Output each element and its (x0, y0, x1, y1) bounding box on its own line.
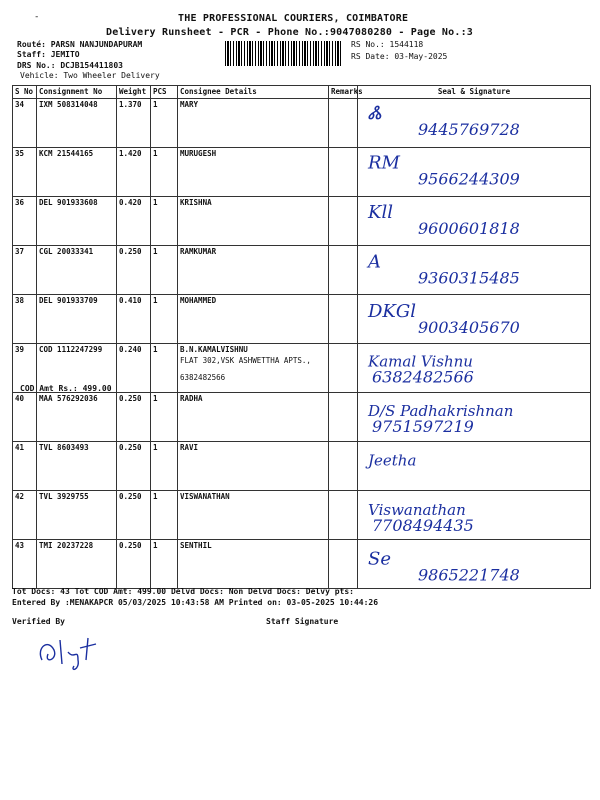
cell-pcs: 1 (151, 197, 178, 246)
cell-sno: 40 (13, 393, 37, 442)
cell-weight: 0.250 (117, 393, 151, 442)
barcode-image (225, 41, 343, 66)
consignee-address: FLAT 302,VSK ASHWETTHA APTS., (180, 356, 311, 365)
cell-consignment: TVL 3929755 (37, 491, 117, 540)
cell-sno: 43 (13, 540, 37, 589)
header-dash: - (34, 12, 40, 22)
cell-sno: 41 (13, 442, 37, 491)
signature-mark: Viswanathan (368, 501, 466, 519)
cell-consignment: TVL 8603493 (37, 442, 117, 491)
cell-sno: 38 (13, 295, 37, 344)
cell-sno: 42 (13, 491, 37, 540)
cell-consignee (178, 148, 329, 197)
signature-phone: 9445769728 (418, 120, 520, 139)
col-sno: S No (13, 86, 37, 99)
cell-weight: 0.250 (117, 442, 151, 491)
cell-sno: 39 (13, 344, 37, 393)
cell-sno: 35 (13, 148, 37, 197)
cell-pcs: 1 (151, 295, 178, 344)
runsheet-subtitle: Delivery Runsheet - PCR - Phone No.:9047080280 - Page No.:3 (106, 27, 474, 38)
cell-consignment: DEL 901933608 (37, 197, 117, 246)
cell-consignment: TMI 20237228 (37, 540, 117, 589)
cell-pcs: 1 (151, 393, 178, 442)
signature-mark: Kll (368, 202, 393, 223)
cell-remarks (329, 246, 358, 295)
staff-signature-label: Staff Signature (266, 617, 339, 626)
consignee-name: SENTHIL (180, 541, 212, 550)
cell-remarks (329, 393, 358, 442)
cell-remarks (329, 99, 358, 148)
consignee-name: RADHA (180, 394, 203, 403)
consignee-name: MURUGESH (180, 149, 217, 158)
cell-consignment: DEL 901933709 (37, 295, 117, 344)
cell-remarks (329, 197, 358, 246)
cell-consignee (178, 197, 329, 246)
cell-pcs: 1 (151, 246, 178, 295)
cell-remarks (329, 344, 358, 393)
consignee-name: RAMKUMAR (180, 247, 217, 256)
rs-number: RS No.: 1544118 (351, 40, 424, 49)
consignee-phone: 6382482566 (180, 373, 226, 382)
cell-weight: 0.250 (117, 491, 151, 540)
signature-mark: Ꮬ (368, 103, 382, 124)
entered-by-line: Entered By :MENAKAPCR 05/03/2025 10:43:58 AM Printed on: 03-05-2025 10:44:26 (12, 598, 379, 607)
cell-consignee (178, 295, 329, 344)
totals-line: Tot Docs: 43 Tot COD Amt: 499.00 Delvd Docs: Non Delvd Docs: Delvy pts: (12, 587, 354, 596)
cell-consignee (178, 442, 329, 491)
signature-mark: Se (368, 548, 391, 570)
signature-phone: 9003405670 (418, 318, 520, 337)
cell-consignment: MAA 576292036 (37, 393, 117, 442)
cell-consignee (178, 246, 329, 295)
cell-pcs: 1 (151, 99, 178, 148)
signature-phone: 9566244309 (418, 169, 520, 189)
rs-date: RS Date: 03-May-2025 (351, 52, 448, 61)
signature-mark: A (368, 251, 381, 273)
signature-phone: 9600601818 (418, 219, 520, 238)
cell-remarks (329, 491, 358, 540)
cell-consignment: KCM 21544165 (37, 148, 117, 197)
cell-pcs: 1 (151, 344, 178, 393)
verified-by-label: Verified By (12, 617, 65, 626)
cell-weight: 0.420 (117, 197, 151, 246)
cell-consignee (178, 393, 329, 442)
signature-phone: 9865221748 (418, 565, 520, 585)
signatures-overlay (360, 95, 590, 590)
cell-pcs: 1 (151, 442, 178, 491)
drs-number: DRS No.: DCJB154411803 (17, 61, 123, 70)
cell-weight: 0.250 (117, 246, 151, 295)
cell-consignee (178, 99, 329, 148)
col-signature: Seal & Signature (358, 86, 591, 99)
cell-consignment: CGL 20033341 (37, 246, 117, 295)
consignee-name: MARY (180, 100, 199, 109)
signature-mark: D/S Padhakrishnan (368, 402, 514, 420)
cell-consignment: COD 1112247299 (37, 344, 117, 393)
cell-consignee (178, 540, 329, 589)
cell-remarks (329, 148, 358, 197)
cell-remarks (329, 442, 358, 491)
col-pcs: PCS (151, 86, 178, 99)
cell-consignee (178, 491, 329, 540)
company-title: THE PROFESSIONAL COURIERS, COIMBATORE (178, 13, 409, 24)
signature-phone: 6382482566 (372, 367, 474, 387)
cell-weight: 0.250 (117, 540, 151, 589)
signature-mark: Jeetha (368, 451, 417, 470)
col-consignment: Consignment No (37, 86, 117, 99)
cell-weight: 1.370 (117, 99, 151, 148)
staff-label: Staff: JEMITO (17, 50, 80, 59)
cell-pcs: 1 (151, 540, 178, 589)
cell-consignment: IXM 508314048 (37, 99, 117, 148)
consignee-name: RAVI (180, 443, 199, 452)
col-consignee: Consignee Details (178, 86, 329, 99)
signature-phone: 9360315485 (418, 268, 520, 288)
signature-mark: Kamal Vishnu (368, 352, 473, 371)
cell-pcs: 1 (151, 491, 178, 540)
signature-phone: 7708494435 (372, 516, 474, 535)
signature-phone: 9751597219 (372, 417, 474, 436)
cell-weight: 0.240 (117, 344, 151, 393)
col-remarks: Remarks (329, 86, 358, 99)
route-label: Routé: PARSN NANJUNDAPURAM (17, 40, 143, 49)
consignee-name: VISWANATHAN (180, 492, 230, 501)
cell-sno: 34 (13, 99, 37, 148)
cell-weight: 1.420 (117, 148, 151, 197)
cell-remarks (329, 540, 358, 589)
vehicle-label: Vehicle: Two Wheeler Delivery (20, 71, 160, 80)
cell-remarks (329, 295, 358, 344)
cell-sno: 37 (13, 246, 37, 295)
cell-consignee (178, 344, 329, 393)
signature-mark: DKGl (368, 301, 417, 322)
cell-sno: 36 (13, 197, 37, 246)
cell-pcs: 1 (151, 148, 178, 197)
consignee-name: B.N.KAMALVISHNU (180, 345, 248, 354)
verifier-signature (34, 630, 124, 675)
consignee-name: MOHAMMED (180, 296, 217, 305)
consignee-name: KRISHNA (180, 198, 212, 207)
col-weight: Weight (117, 86, 151, 99)
cell-weight: 0.410 (117, 295, 151, 344)
signature-mark: RM (368, 152, 400, 174)
cod-amount: COD Amt Rs.: 499.00 (20, 383, 112, 393)
